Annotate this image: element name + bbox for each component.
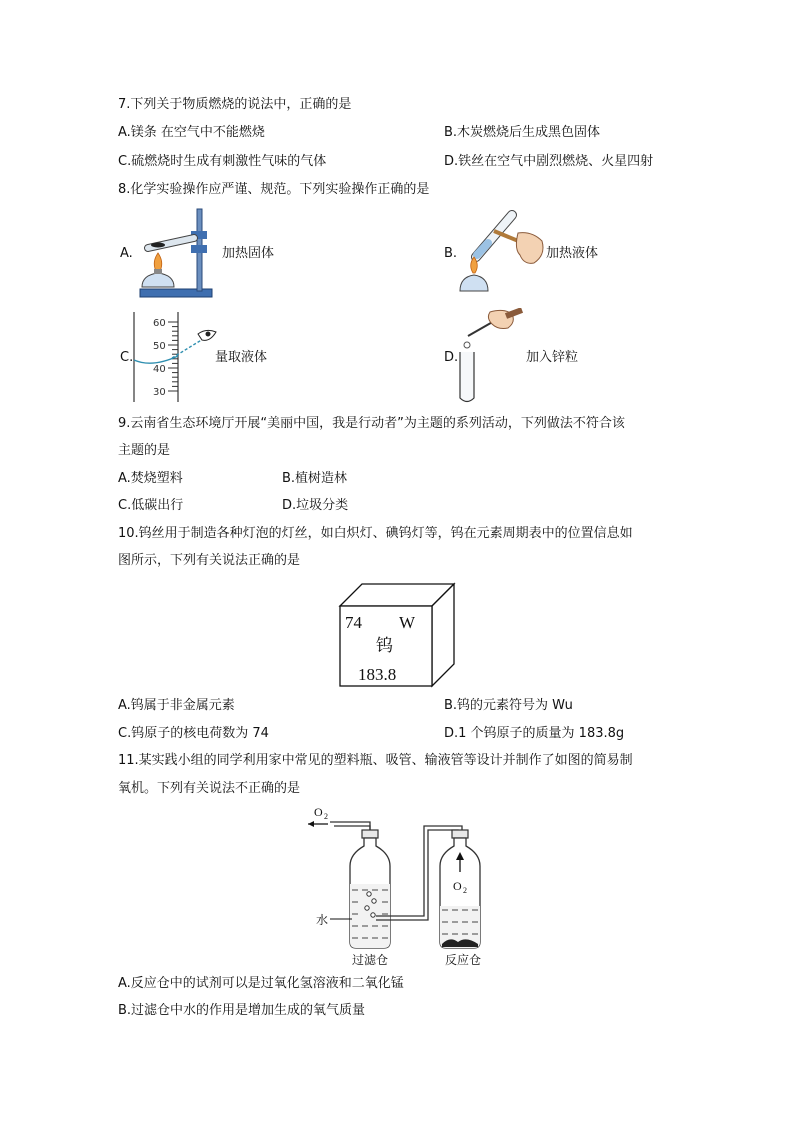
q10-option-d: D.1 个钨原子的质量为 183.8g <box>444 726 625 741</box>
element-atomic-number: 74 <box>345 613 362 632</box>
q10-stem-line2: 图所示，下列有关说法正确的是 <box>118 553 301 568</box>
o2-out-label: O <box>314 805 323 819</box>
q7-option-b: B.木炭燃烧后生成黑色固体 <box>444 125 601 140</box>
cylinder-tick-30: 30 <box>153 387 166 398</box>
filter-bottle-label: 过滤仓 <box>352 953 389 967</box>
element-name: 钨 <box>376 636 393 656</box>
reaction-bottle-label: 反应仓 <box>445 953 482 967</box>
q10-option-c: C.钨原子的核电荷数为 74 <box>118 726 269 741</box>
q9-option-a: A.焚烧塑料 <box>118 471 183 486</box>
o2-inner-label: O <box>453 879 462 893</box>
q7-option-d: D.铁丝在空气中剧烈燃烧、火星四射 <box>444 154 654 169</box>
q9-option-c: C.低碳出行 <box>118 498 184 513</box>
water-label: 水 <box>316 913 329 927</box>
q8-option-d-letter: D. <box>444 350 459 365</box>
q7-stem: 7.下列关于物质燃烧的说法中，正确的是 <box>118 97 352 112</box>
cylinder-tick-60: 60 <box>153 318 166 329</box>
q9-option-b: B.植树造林 <box>282 471 348 486</box>
q9-option-d: D.垃圾分类 <box>282 498 349 513</box>
o2-out-sub: 2 <box>324 812 328 821</box>
heating-solid-figure <box>136 205 216 301</box>
q10-stem-line1: 10.钨丝用于制造各种灯泡的灯丝，如白炽灯、碘钨灯等，钨在元素周期表中的位置信息如 <box>118 526 633 541</box>
heating-liquid-figure <box>456 205 548 297</box>
q8-option-a-letter: A. <box>120 246 133 261</box>
q11-option-b: B.过滤仓中水的作用是增加生成的氧气质量 <box>118 1003 366 1018</box>
q10-option-a: A.钨属于非金属元素 <box>118 698 235 713</box>
q9-stem-line2: 主题的是 <box>118 443 171 458</box>
q8-option-b-letter: B. <box>444 246 458 261</box>
q8-option-c-letter: C. <box>120 350 134 365</box>
q7-option-c: C.硫燃烧时生成有刺激性气味的气体 <box>118 154 327 169</box>
element-symbol: W <box>399 613 416 632</box>
graduated-cylinder-figure <box>132 312 222 404</box>
q11-stem-line1: 11.某实践小组的同学利用家中常见的塑料瓶、吸管、输液管等设计并制作了如图的简易制 <box>118 753 633 768</box>
adding-zinc-figure <box>456 308 526 408</box>
q11-stem-line2: 氧机。下列有关说法不正确的是 <box>118 781 301 796</box>
q8-option-b-caption: 加热液体 <box>546 246 599 261</box>
o2-inner-sub: 2 <box>463 886 467 895</box>
q8-option-c-caption: 量取液体 <box>215 350 268 365</box>
element-atomic-mass: 183.8 <box>358 665 397 684</box>
element-tungsten-card <box>336 580 458 690</box>
cylinder-tick-50: 50 <box>153 341 166 352</box>
cylinder-tick-40: 40 <box>153 364 166 375</box>
q8-option-d-caption: 加入锌粒 <box>526 350 579 365</box>
q7-option-a: A.镁条 在空气中不能燃烧 <box>118 125 265 140</box>
q11-option-a: A.反应仓中的试剂可以是过氧化氢溶液和二氧化锰 <box>118 976 404 991</box>
q8-stem: 8.化学实验操作应严谨、规范。下列实验操作正确的是 <box>118 182 430 197</box>
q9-stem-line1: 9.云南省生态环境厅开展“美丽中国，我是行动者”为主题的系列活动，下列做法不符合该 <box>118 416 625 431</box>
oxygen-generator-figure <box>300 802 510 968</box>
q8-option-a-caption: 加热固体 <box>222 246 275 261</box>
q10-option-b: B.钨的元素符号为 Wu <box>444 698 573 713</box>
